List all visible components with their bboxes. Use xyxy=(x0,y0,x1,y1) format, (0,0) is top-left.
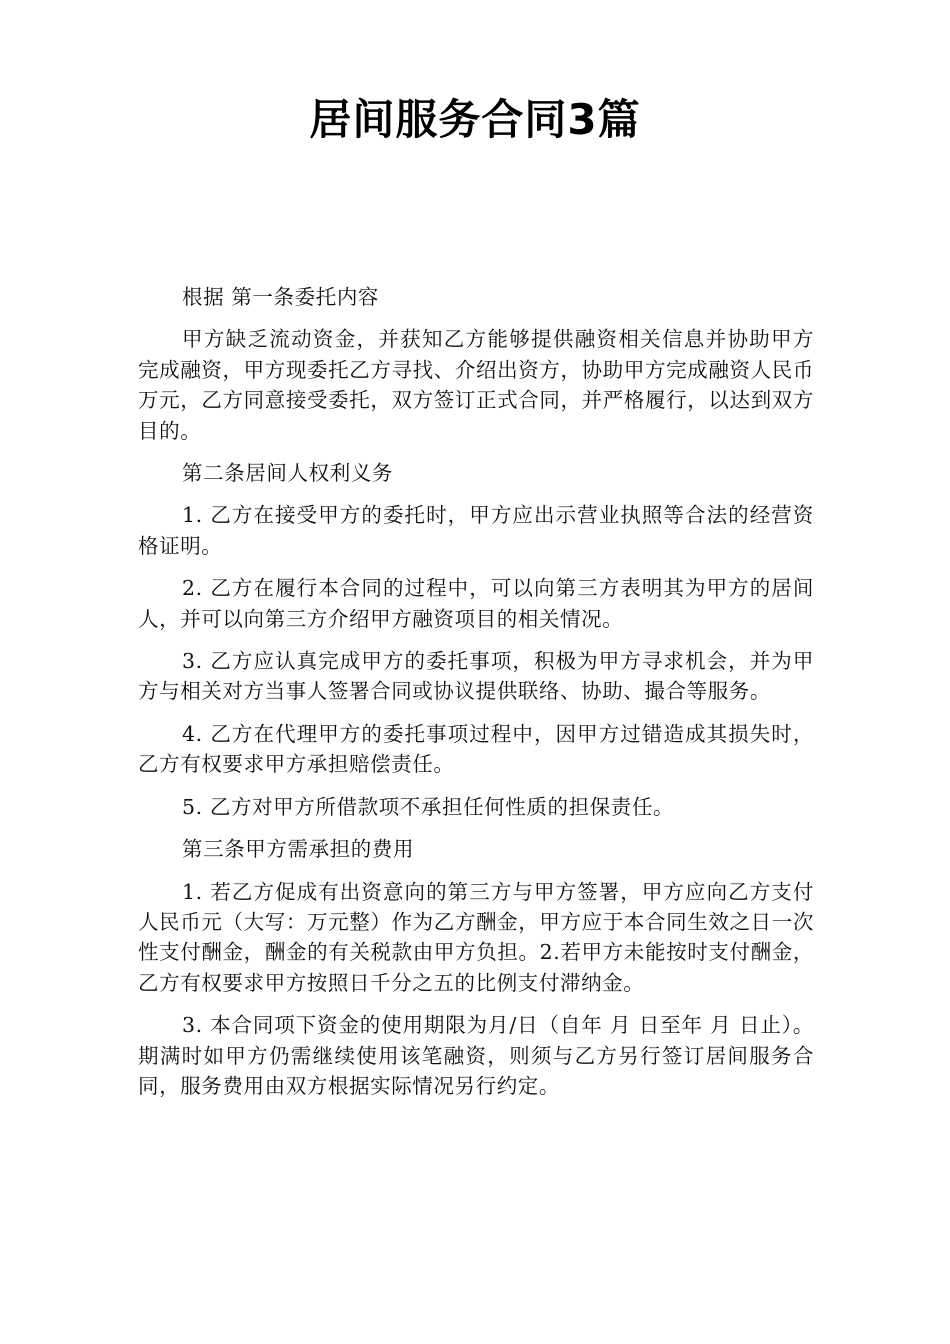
document-title: 居间服务合同3篇 xyxy=(309,95,641,144)
clause-2-2: 2. 乙方在履行本合同的过程中，可以向第三方表明其为甲方的居间人，并可以向第三方介绍甲方融资项目的相关情况。 xyxy=(138,576,814,631)
clause-2-4: 4. 乙方在代理甲方的委托事项过程中，因甲方过错造成其损失时，乙方有权要求甲方承担赔偿责任。 xyxy=(138,721,814,777)
clause-2-1: 1. 乙方在接受甲方的委托时，甲方应出示营业执照等合法的经营资格证明。 xyxy=(138,503,814,558)
section-heading-3: 第三条甲方需承担的费用 xyxy=(182,837,415,862)
paragraph-basis: 根据 第一条委托内容 xyxy=(182,285,380,309)
clause-2-3: 3. 乙方应认真完成甲方的委托事项，积极为甲方寻求机会，并为甲方与相关对方当事人签署合同或协议提供联络、协助、撮合等服务。 xyxy=(138,649,814,704)
paragraph-entrustment: 甲方缺乏流动资金，并获知乙方能够提供融资相关信息并协助甲方完成融资，甲方现委托乙方寻找、介绍出资方，协助甲方完成融资人民币万元，乙方同意接受委托，双方签订正式合同，并严格履行，以达到双方目的。 xyxy=(138,327,814,443)
clause-3-3: 3. 本合同项下资金的使用期限为月/日（自年 月 日至年 月 日止）。期满时如甲方仍需继续使用该笔融资，则须与乙方另行签订居间服务合同，服务费用由双方根据实际情况另行约定。 xyxy=(138,1013,814,1098)
section-heading-2: 第二条居间人权利义务 xyxy=(182,461,393,486)
clause-3-1: 1. 若乙方促成有出资意向的第三方与甲方签署，甲方应向乙方支付人民币元（大写：万元整）作为乙方酬金，甲方应于本合同生效之日一次性支付酬金，酬金的有关税款由甲方负担。2.若甲方未能按时支付酬金，乙方有权要求甲方按照日千分之五的比例支付滞纳金。 xyxy=(138,879,814,995)
clause-2-5: 5. 乙方对甲方所借款项不承担任何性质的担保责任。 xyxy=(182,794,675,819)
document-body xyxy=(138,282,814,1113)
